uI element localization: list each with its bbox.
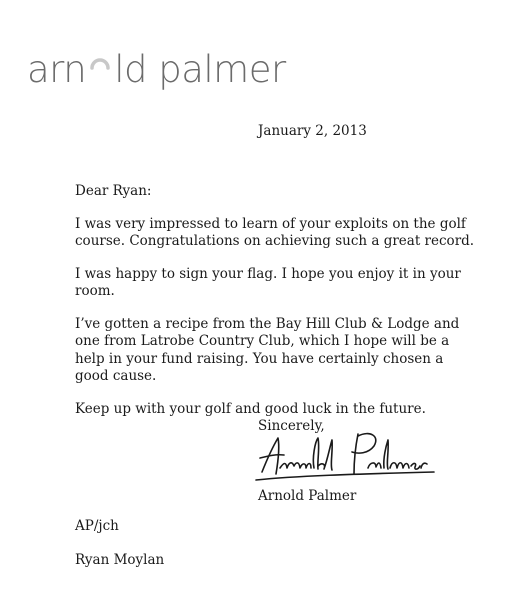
signer-name: Arnold Palmer <box>258 488 357 504</box>
reference-initials: AP/jch <box>75 518 119 534</box>
body-paragraph: I was happy to sign your flag. I hope you enjoy it in your room. <box>75 265 461 299</box>
letterhead-text-start: arn <box>27 48 87 91</box>
letter-date: January 2, 2013 <box>258 123 367 139</box>
body-paragraph: I was very impressed to learn of your exploits on the golf course. Congratulations on achieving such a great record. <box>75 215 475 249</box>
closing: Sincerely, <box>258 418 325 434</box>
recipient-name: Ryan Moylan <box>75 552 165 568</box>
umbrella-arc-icon <box>89 54 111 84</box>
letterhead-text-end: ld palmer <box>114 48 286 91</box>
body-paragraph: I’ve gotten a recipe from the Bay Hill Club & Lodge and one from Latrobe Country Club, which I hope will be a help in your fund raising. You have certainly chosen a good cause. <box>75 315 460 384</box>
body-paragraph: Keep up with your golf and good luck in the future. <box>75 400 426 417</box>
handwritten-signature <box>254 428 439 484</box>
salutation: Dear Ryan: <box>75 183 152 199</box>
letter-body <box>75 183 475 433</box>
letterhead-logo <box>27 44 286 91</box>
